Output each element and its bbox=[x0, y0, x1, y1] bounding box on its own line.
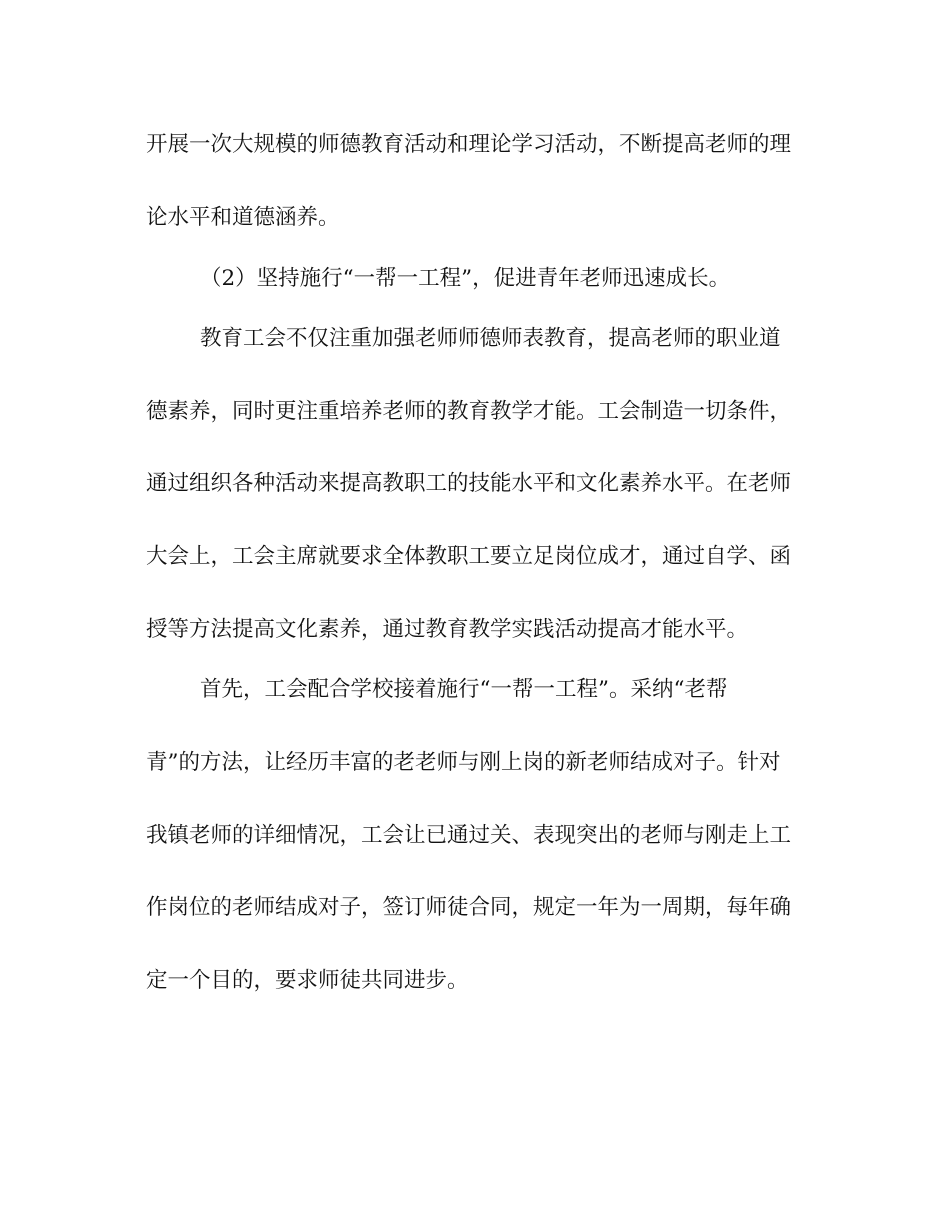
text-line: 作岗位的老师结成对子，签订师徒合同，规定一年为一周期，每年确 bbox=[146, 895, 792, 920]
text-line: 我镇老师的详细情况，工会让已通过关、表现突出的老师与刚走上工 bbox=[146, 823, 792, 848]
text-line: 开展一次大规模的师德教育活动和理论学习活动，不断提高老师的理 bbox=[146, 132, 792, 157]
text-line: 论水平和道德涵养。 bbox=[146, 205, 340, 230]
text-line: 教育工会不仅注重加强老师师德师表教育，提高老师的职业道 bbox=[200, 326, 781, 351]
text-line: 通过组织各种活动来提高教职工的技能水平和文化素养水平。在老师 bbox=[146, 471, 792, 496]
text-line: 大会上，工会主席就要求全体教职工要立足岗位成才，通过自学、函 bbox=[146, 544, 792, 569]
text-line: 青”的方法，让经历丰富的老老师与刚上岗的新老师结成对子。针对 bbox=[146, 750, 781, 775]
text-line: 授等方法提高文化素养，通过教育教学实践活动提高才能水平。 bbox=[146, 617, 749, 642]
text-line: 首先，工会配合学校接着施行“一帮一工程”。采纳“老帮 bbox=[200, 677, 728, 702]
text-line: 德素养，同时更注重培养老师的教育教学才能。工会制造一切条件， bbox=[146, 399, 792, 424]
text-line: （2）坚持施行“一帮一工程”，促进青年老师迅速成长。 bbox=[200, 266, 731, 291]
text-line: 定一个目的，要求师徒共同进步。 bbox=[146, 968, 469, 993]
